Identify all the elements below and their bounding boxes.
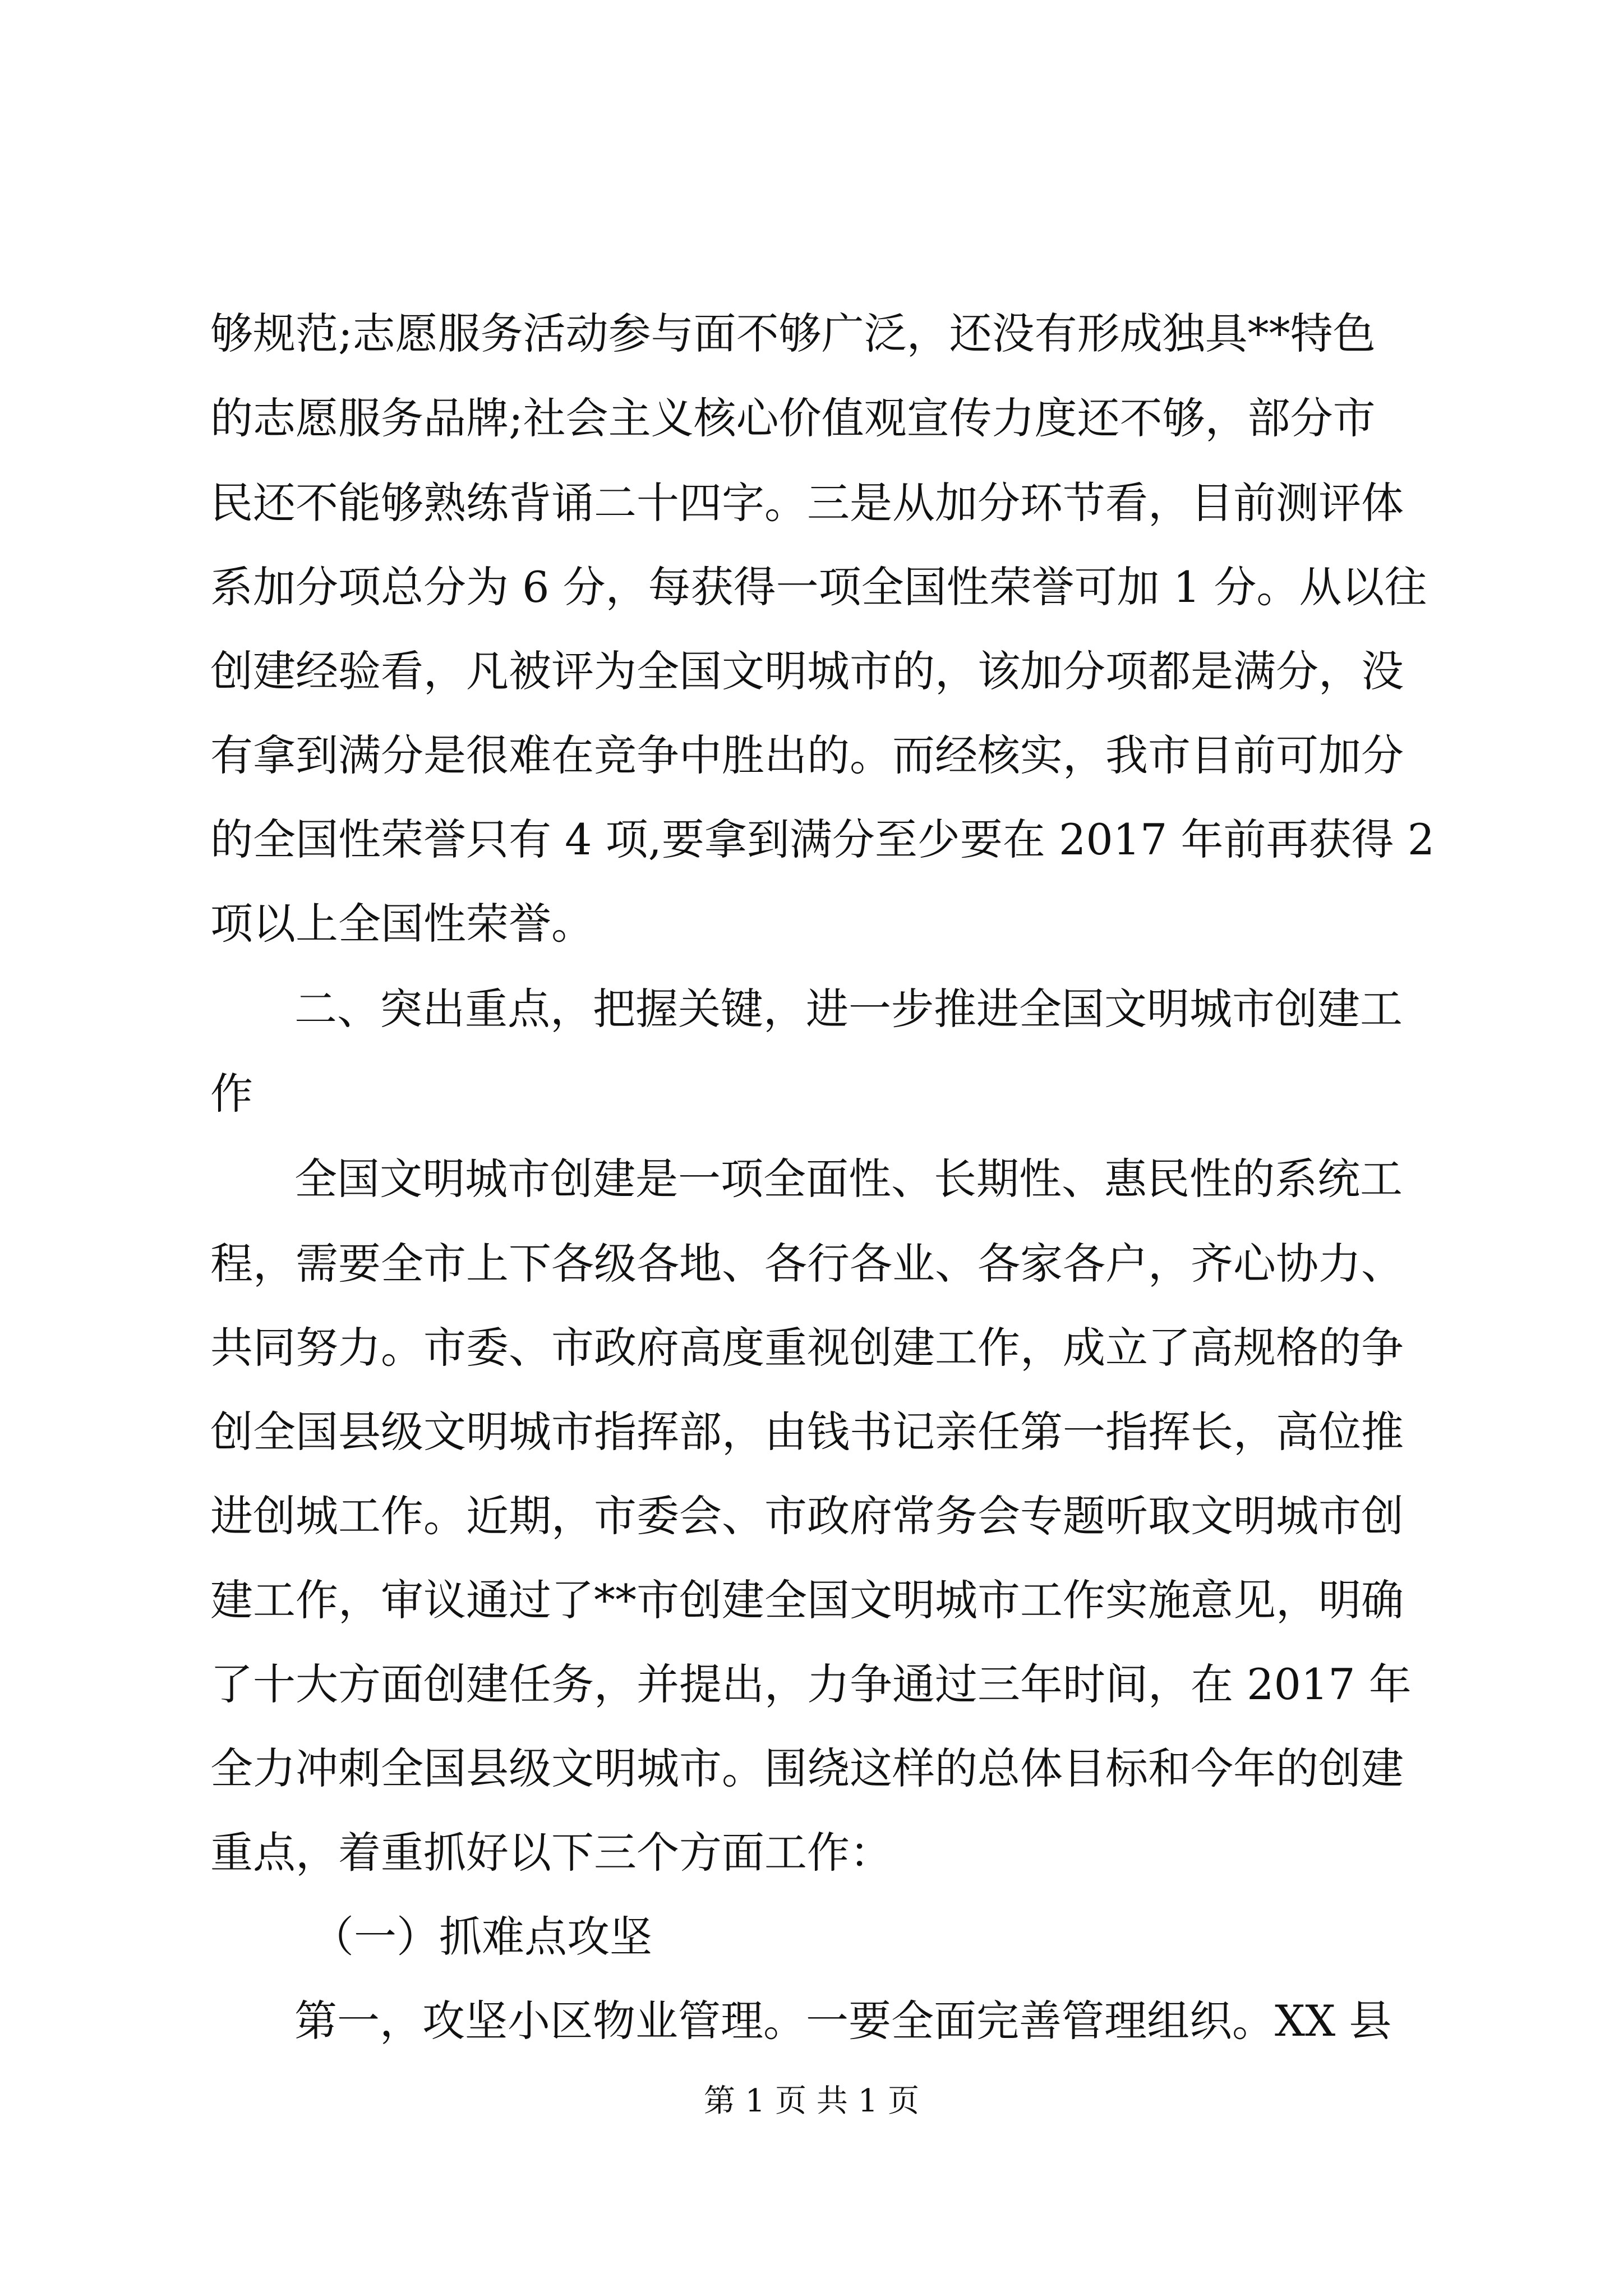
body-text-line: 程，需要全市上下各级各地、各行各业、各家各户，齐心协力、: [210, 1239, 1404, 1289]
body-text-line: 民还不能够熟练背诵二十四字。三是从加分环节看，目前测评体: [210, 478, 1404, 528]
body-text-line: 创全国县级文明城市指挥部，由钱书记亲任第一指挥长，高位推: [210, 1407, 1404, 1457]
body-text-line: 创建经验看，凡被评为全国文明城市的，该加分项都是满分，没: [210, 646, 1404, 696]
subsection-heading: （一）抓难点攻坚: [311, 1912, 652, 1962]
body-text-line: 共同努力。市委、市政府高度重视创建工作，成立了高规格的争: [210, 1323, 1404, 1373]
body-text-line: 建工作，审议通过了**市创建全国文明城市工作实施意见，明确: [210, 1575, 1404, 1625]
body-text-line: 全力冲刺全国县级文明城市。围绕这样的总体目标和今年的创建: [210, 1743, 1404, 1793]
body-text-line: 全国文明城市创建是一项全面性、长期性、惠民性的系统工: [294, 1154, 1403, 1204]
body-text-line: 有拿到满分是很难在竞争中胜出的。而经核实，我市目前可加分: [210, 730, 1404, 780]
body-text-line: 够规范;志愿服务活动参与面不够广泛，还没有形成独具**特色: [210, 309, 1376, 358]
body-text-line: 进创城工作。近期，市委会、市政府常务会专题听取文明城市创: [210, 1491, 1404, 1541]
body-text-line: 的志愿服务品牌;社会主义核心价值观宣传力度还不够，部分市: [210, 393, 1376, 443]
body-text-line: 重点，着重抓好以下三个方面工作：: [210, 1828, 892, 1878]
body-text-line: 项以上全国性荣誉。: [210, 899, 594, 949]
section-heading: 二、突出重点，把握关键，进一步推进全国文明城市创建工: [294, 984, 1403, 1034]
body-text-line: 第一，攻坚小区物业管理。一要全面完善管理组织。XX 县: [294, 1996, 1392, 2046]
body-text-line: 了十大方面创建任务，并提出，力争通过三年时间，在 2017 年: [210, 1659, 1412, 1709]
section-heading-continuation: 作: [210, 1069, 253, 1119]
page-footer: 第 1 页 共 1 页: [703, 2083, 920, 2119]
body-text-line: 系加分项总分为 6 分，每获得一项全国性荣誉可加 1 分。从以往: [210, 562, 1427, 612]
body-text-line: 的全国性荣誉只有 4 项,要拿到满分至少要在 2017 年前再获得 2: [210, 815, 1435, 864]
